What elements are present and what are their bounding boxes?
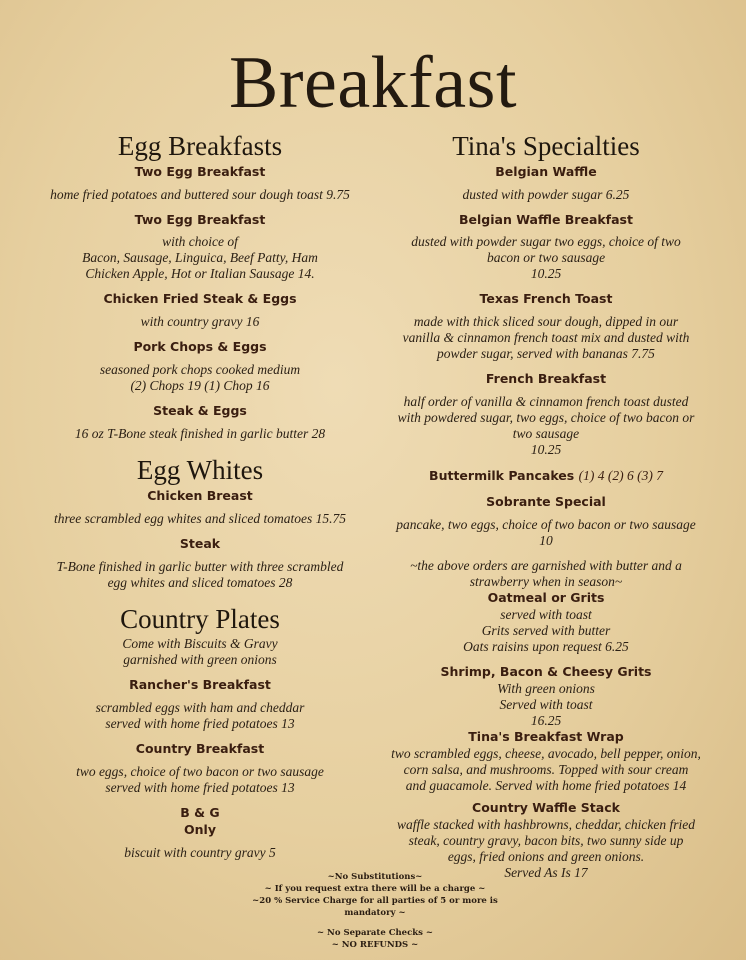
section-country-plates-heading: Country Plates xyxy=(120,603,280,634)
footer-line: ~No Substitutions~ xyxy=(327,872,423,882)
footer-line: ~ NO REFUNDS ~ xyxy=(331,940,419,950)
menu-item-name: Belgian Waffle Breakfast xyxy=(459,211,633,227)
menu-item-name: Two Egg Breakfast xyxy=(134,211,266,227)
section-tinas-specialties-heading: Tina's Specialties xyxy=(452,131,640,161)
menu-item-desc: waffle stacked with hashbrowns, cheddar, chicken fried steak, country gravy, bacon bits, two sunny side up eggs, fried onions and green onions. Served As Is 17 xyxy=(397,816,695,880)
menu-item-desc: home fried potatoes and buttered sour dough toast 9.75 xyxy=(50,186,350,202)
policy-footer xyxy=(230,871,520,951)
menu-item-desc: dusted with powder sugar 6.25 xyxy=(462,186,630,202)
footer-line: ~ If you request extra there will be a charge ~ xyxy=(264,884,486,894)
menu-item-name: B & G Only xyxy=(180,804,220,837)
menu-item-desc: served with toast Grits served with butter Oats raisins upon request 6.25 xyxy=(463,607,629,655)
section-egg-whites-heading: Egg Whites xyxy=(136,455,264,486)
menu-item-name: Buttermilk Pancakes xyxy=(429,468,575,484)
footer-line: ~20 % Service Charge for all parties of 5 or more is mandatory ~ xyxy=(252,896,498,918)
menu-item-desc: seasoned pork chops cooked medium (2) Chops 19 (1) Chop 16 xyxy=(99,362,301,394)
menu-item-desc: with choice of Bacon, Sausage, Linguica, Beef Patty, Ham Chicken Apple, Hot or Italian Sausage 14. xyxy=(82,234,318,282)
menu-item-price: (1) 4 (2) 6 (3) 7 xyxy=(578,468,663,484)
menu-item-name: Pork Chops & Eggs xyxy=(133,339,267,355)
menu-item-desc: scrambled eggs with ham and cheddar served with home fried potatoes 13 xyxy=(95,700,305,732)
menu-item-name: Rancher's Breakfast xyxy=(129,677,271,693)
menu-item-desc: two eggs, choice of two bacon or two sausage served with home fried potatoes 13 xyxy=(76,763,324,795)
menu-item-desc: With green onions Served with toast 16.25 xyxy=(497,681,595,729)
menu-item-name: Oatmeal or Grits xyxy=(487,590,605,606)
menu-item-name: Steak & Eggs xyxy=(153,403,247,419)
menu-item-name: Tina's Breakfast Wrap xyxy=(468,729,624,745)
menu-item-desc: 16 oz T-Bone steak finished in garlic butter 28 xyxy=(74,426,326,442)
menu-item-name: Belgian Waffle xyxy=(495,163,597,179)
menu-item-desc: made with thick sliced sour dough, dipped in our vanilla & cinnamon french toast mix and dusted with powder sugar, served with bananas 7.75 xyxy=(402,314,690,362)
menu-item-desc: biscuit with country gravy 5 xyxy=(124,844,276,860)
section-egg-breakfasts-heading: Egg Breakfasts xyxy=(117,131,283,161)
menu-item-name: Two Egg Breakfast xyxy=(134,163,266,179)
menu-item-desc: T-Bone finished in garlic butter with three scrambled egg whites and sliced tomatoes 28 xyxy=(56,558,344,590)
footer-line: ~ No Separate Checks ~ xyxy=(316,928,434,938)
menu-item-name: Country Breakfast xyxy=(135,741,265,757)
menu-item-name: Texas French Toast xyxy=(479,291,613,307)
left-column xyxy=(30,132,370,861)
menu-item-desc: with country gravy 16 xyxy=(140,314,260,330)
menu-item-name: Shrimp, Bacon & Cheesy Grits xyxy=(440,664,652,680)
menu-item-desc: pancake, two eggs, choice of two bacon or two sausage 10 xyxy=(396,517,696,549)
menu-item-desc: two scrambled eggs, cheese, avocado, bell pepper, onion, corn salsa, and mushrooms. Topped with sour cream and guacamole. Served with home fried potatoes 14 xyxy=(391,745,701,793)
menu-item-desc: dusted with powder sugar two eggs, choice of two bacon or two sausage 10.25 xyxy=(411,234,681,282)
menu-item-name: Steak xyxy=(179,535,221,551)
section-intro: Come with Biscuits & Gravy garnished with green onions xyxy=(122,636,278,668)
menu-item-name: Sobrante Special xyxy=(486,494,606,510)
menu-item-name: French Breakfast xyxy=(485,371,607,387)
menu-item-name: Chicken Fried Steak & Eggs xyxy=(103,291,297,307)
page-title: Breakfast xyxy=(228,42,518,124)
menu-item-name: Chicken Breast xyxy=(147,487,253,503)
right-column xyxy=(376,132,716,881)
menu-item-desc: half order of vanilla & cinnamon french toast dusted with powdered sugar, two eggs, choice of two bacon or two sausage 10.25 xyxy=(397,394,695,458)
menu-item-pancakes xyxy=(376,467,716,485)
menu-item-name: Country Waffle Stack xyxy=(472,799,620,815)
menu-item-desc: three scrambled egg whites and sliced tomatoes 15.75 xyxy=(54,510,346,526)
garnish-note: ~the above orders are garnished with butter and a strawberry when in season~ xyxy=(410,558,682,590)
